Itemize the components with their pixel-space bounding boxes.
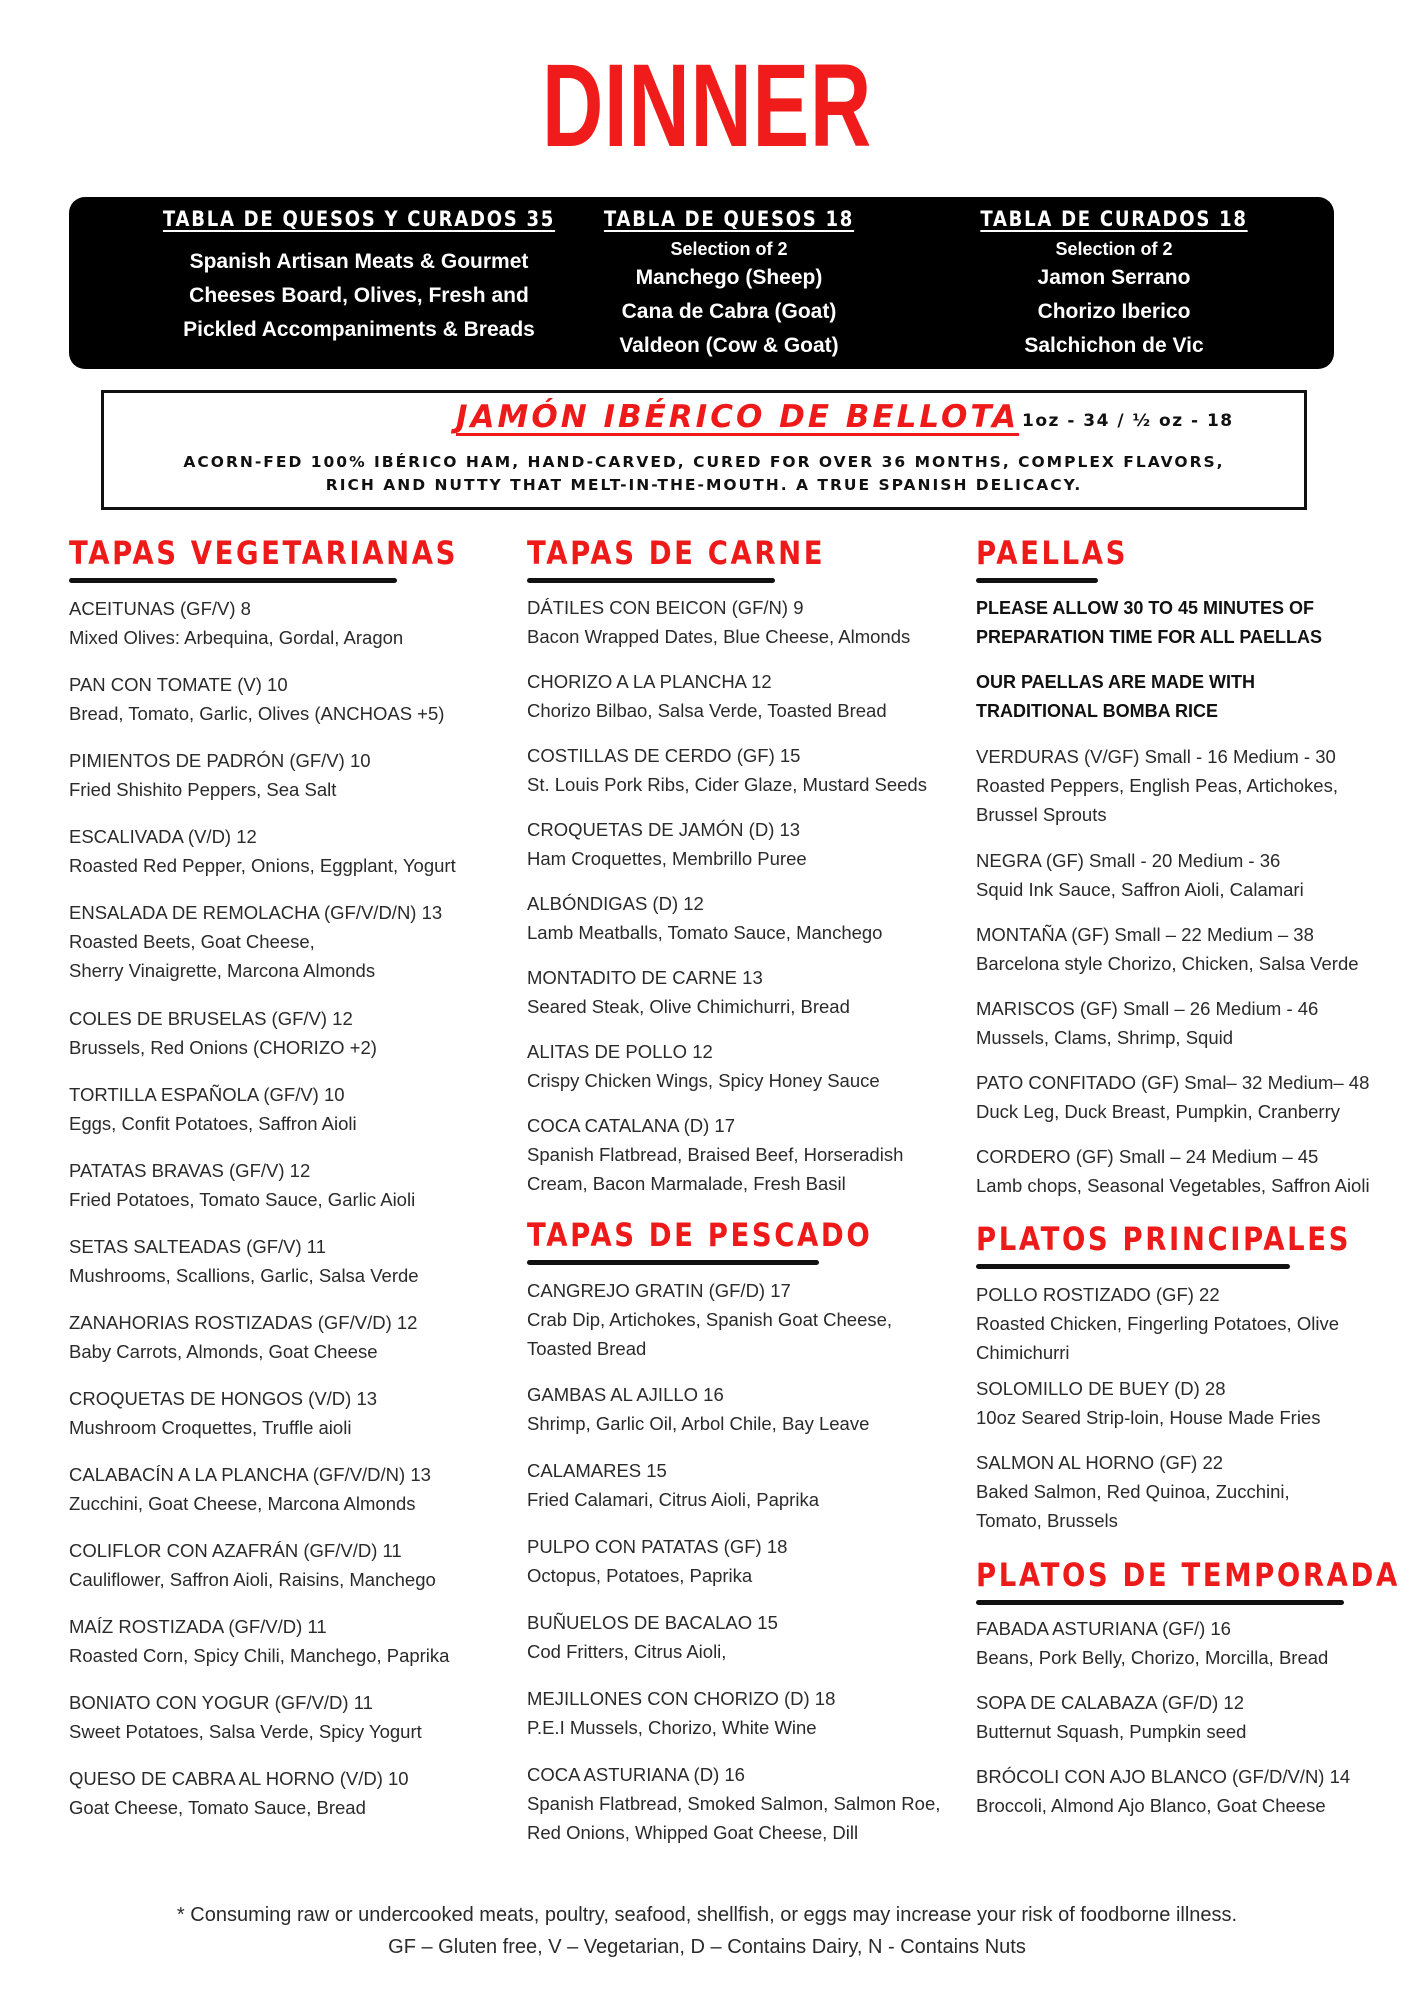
item-desc: Roasted Corn, Spicy Chili, Manchego, Paprika xyxy=(69,1645,450,1666)
item-name: DÁTILES CON BEICON (GF/N) 9 xyxy=(527,597,804,618)
jamon-description xyxy=(104,451,1304,497)
item-desc: Baby Carrots, Almonds, Goat Cheese xyxy=(69,1341,378,1362)
item-desc: Lamb Meatballs, Tomato Sauce, Manchego xyxy=(527,922,883,943)
heading-underline xyxy=(69,578,397,583)
menu-item xyxy=(69,1156,415,1214)
board-line: Pickled Accompaniments & Breads xyxy=(183,318,535,341)
paella-note xyxy=(976,594,1322,652)
jamon-price: 1oz - 34 / ½ oz - 18 xyxy=(1022,411,1234,431)
item-desc: Mixed Olives: Arbequina, Gordal, Aragon xyxy=(69,627,404,648)
menu-item xyxy=(976,1688,1246,1746)
board-subtitle: Selection of 2 xyxy=(1055,239,1173,259)
item-desc: Brussels, Red Onions (CHORIZO +2) xyxy=(69,1037,377,1058)
item-desc: Ham Croquettes, Membrillo Puree xyxy=(527,848,807,869)
menu-item xyxy=(976,1142,1370,1200)
item-desc: Chorizo Bilbao, Salsa Verde, Toasted Bread xyxy=(527,700,887,721)
item-name: COLIFLOR CON AZAFRÁN (GF/V/D) 11 xyxy=(69,1540,402,1561)
item-name: ZANAHORIAS ROSTIZADAS (GF/V/D) 12 xyxy=(69,1312,418,1333)
menu-item xyxy=(69,1688,422,1746)
board-line: Salchichon de Vic xyxy=(1024,334,1204,357)
dietary-legend: GF – Gluten free, V – Vegetarian, D – Contains Dairy, N - Contains Nuts xyxy=(388,1936,1026,1958)
item-desc: Shrimp, Garlic Oil, Arbol Chile, Bay Leave xyxy=(527,1413,870,1434)
item-desc: Barcelona style Chorizo, Chicken, Salsa Verde xyxy=(976,953,1359,974)
item-name: PAN CON TOMATE (V) 10 xyxy=(69,674,288,695)
item-desc: Butternut Squash, Pumpkin seed xyxy=(976,1721,1247,1742)
menu-item xyxy=(69,1004,377,1062)
item-desc: Roasted Beets, Goat Cheese, xyxy=(69,931,315,952)
item-name: SOLOMILLO DE BUEY (D) 28 xyxy=(976,1378,1226,1399)
item-name: PIMIENTOS DE PADRÓN (GF/V) 10 xyxy=(69,750,371,771)
menu-item xyxy=(527,963,850,1021)
menu-item xyxy=(976,1614,1328,1672)
item-name: CROQUETAS DE HONGOS (V/D) 13 xyxy=(69,1388,378,1409)
item-name: ESCALIVADA (V/D) 12 xyxy=(69,826,257,847)
note-line: OUR PAELLAS ARE MADE WITH xyxy=(976,672,1255,692)
item-name: SOPA DE CALABAZA (GF/D) 12 xyxy=(976,1692,1244,1713)
note-line: PLEASE ALLOW 30 TO 45 MINUTES OF xyxy=(976,598,1315,618)
item-desc: Spanish Flatbread, Smoked Salmon, Salmon Roe, xyxy=(527,1793,941,1814)
item-name: SALMON AL HORNO (GF) 22 xyxy=(976,1452,1224,1473)
menu-item xyxy=(69,1384,377,1442)
item-desc: Crispy Chicken Wings, Spicy Honey Sauce xyxy=(527,1070,880,1091)
item-desc: Toasted Bread xyxy=(527,1338,647,1359)
menu-item xyxy=(527,815,807,873)
heading-underline xyxy=(976,1600,1344,1605)
item-name: CROQUETAS DE JAMÓN (D) 13 xyxy=(527,819,801,840)
board-heading: TABLA DE CURADOS 18 xyxy=(980,207,1248,231)
item-name: CORDERO (GF) Small – 24 Medium – 45 xyxy=(976,1146,1319,1167)
item-desc: P.E.I Mussels, Chorizo, White Wine xyxy=(527,1717,817,1738)
heading-underline xyxy=(527,1260,819,1265)
board-line: Cana de Cabra (Goat) xyxy=(621,300,837,323)
board-line: Valdeon (Cow & Goat) xyxy=(619,334,839,357)
menu-item xyxy=(976,1280,1339,1367)
item-name: PATO CONFITADO (GF) Smal– 32 Medium– 48 xyxy=(976,1072,1370,1093)
menu-item xyxy=(527,1684,835,1742)
menu-item xyxy=(527,741,927,799)
item-name: NEGRA (GF) Small - 20 Medium - 36 xyxy=(976,850,1281,871)
item-desc: Cod Fritters, Citrus Aioli, xyxy=(527,1641,727,1662)
item-desc: Bread, Tomato, Garlic, Olives (ANCHOAS +5) xyxy=(69,703,445,724)
note-line: TRADITIONAL BOMBA RICE xyxy=(976,701,1218,721)
menu-item xyxy=(527,1608,778,1666)
item-desc: Fried Calamari, Citrus Aioli, Paprika xyxy=(527,1489,819,1510)
item-desc: Octopus, Potatoes, Paprika xyxy=(527,1565,753,1586)
item-desc: Zucchini, Goat Cheese, Marcona Almonds xyxy=(69,1493,416,1514)
menu-item xyxy=(69,1080,357,1138)
menu-item xyxy=(527,593,910,651)
item-desc: Squid Ink Sauce, Saffron Aioli, Calamari xyxy=(976,879,1304,900)
section-heading-tapas-vegetarianas: TAPAS VEGETARIANAS xyxy=(69,534,459,572)
section-heading-platos-principales: PLATOS PRINCIPALES xyxy=(976,1220,1352,1258)
item-desc: Sweet Potatoes, Salsa Verde, Spicy Yogurt xyxy=(69,1721,422,1742)
heading-underline xyxy=(976,1264,1290,1269)
item-name: BUÑUELOS DE BACALAO 15 xyxy=(527,1612,778,1633)
item-desc: Crab Dip, Artichokes, Spanish Goat Cheese, xyxy=(527,1309,893,1330)
menu-item xyxy=(527,889,882,947)
menu-item xyxy=(527,1532,787,1590)
section-heading-platos-de-temporada: PLATOS DE TEMPORADA xyxy=(976,1556,1400,1594)
item-desc: Cauliflower, Saffron Aioli, Raisins, Manchego xyxy=(69,1569,436,1590)
item-desc: Eggs, Confit Potatoes, Saffron Aioli xyxy=(69,1113,357,1134)
item-desc: Tomato, Brussels xyxy=(976,1510,1118,1531)
board-curados xyxy=(919,197,1309,363)
menu-item xyxy=(69,1764,409,1822)
heading-underline xyxy=(527,578,775,583)
item-name: PATATAS BRAVAS (GF/V) 12 xyxy=(69,1160,311,1181)
jamon-iberico-box xyxy=(101,390,1307,510)
food-safety-warning: * Consuming raw or undercooked meats, poultry, seafood, shellfish, or eggs may increase your risk of foodborne illness. xyxy=(176,1904,1238,1926)
item-desc: Red Onions, Whipped Goat Cheese, Dill xyxy=(527,1822,859,1843)
menu-item xyxy=(69,822,456,880)
note-line: PREPARATION TIME FOR ALL PAELLAS xyxy=(976,627,1322,647)
item-name: CHORIZO A LA PLANCHA 12 xyxy=(527,671,772,692)
item-name: VERDURAS (V/GF) Small - 16 Medium - 30 xyxy=(976,746,1336,767)
menu-item xyxy=(527,667,887,725)
item-name: COCA ASTURIANA (D) 16 xyxy=(527,1764,745,1785)
item-name: CANGREJO GRATIN (GF/D) 17 xyxy=(527,1280,791,1301)
board-quesos xyxy=(539,197,919,363)
menu-item xyxy=(976,1374,1320,1432)
board-line: Spanish Artisan Meats & Gourmet xyxy=(189,250,529,273)
board-heading: TABLA DE QUESOS 18 xyxy=(603,207,855,231)
board-subtitle: Selection of 2 xyxy=(670,239,788,259)
menu-item xyxy=(69,746,371,804)
item-desc: Chimichurri xyxy=(976,1342,1070,1363)
menu-item xyxy=(69,670,444,728)
jamon-desc-line: RICH AND NUTTY THAT MELT-IN-THE-MOUTH. A TRUE SPANISH DELICACY. xyxy=(325,476,1083,494)
item-name: MONTADITO DE CARNE 13 xyxy=(527,967,763,988)
menu-item xyxy=(527,1037,880,1095)
item-name: ALBÓNDIGAS (D) 12 xyxy=(527,893,704,914)
paella-note xyxy=(976,668,1255,726)
menu-title: DINNER xyxy=(541,40,873,172)
item-desc: Cream, Bacon Marmalade, Fresh Basil xyxy=(527,1173,846,1194)
board-line: Jamon Serrano xyxy=(1037,266,1191,289)
item-name: CALAMARES 15 xyxy=(527,1460,667,1481)
item-name: MAÍZ ROSTIZADA (GF/V/D) 11 xyxy=(69,1616,327,1637)
item-desc: Roasted Red Pepper, Onions, Eggplant, Yogurt xyxy=(69,855,456,876)
menu-item xyxy=(69,1232,419,1290)
item-desc: Goat Cheese, Tomato Sauce, Bread xyxy=(69,1797,366,1818)
item-desc: Mushroom Croquettes, Truffle aioli xyxy=(69,1417,352,1438)
item-desc: 10oz Seared Strip-loin, House Made Fries xyxy=(976,1407,1321,1428)
item-desc: Broccoli, Almond Ajo Blanco, Goat Cheese xyxy=(976,1795,1326,1816)
item-name: ACEITUNAS (GF/V) 8 xyxy=(69,598,251,619)
item-desc: Seared Steak, Olive Chimichurri, Bread xyxy=(527,996,850,1017)
item-name: MONTAÑA (GF) Small – 22 Medium – 38 xyxy=(976,924,1314,945)
item-name: PULPO CON PATATAS (GF) 18 xyxy=(527,1536,788,1557)
item-desc: Spanish Flatbread, Braised Beef, Horseradish xyxy=(527,1144,904,1165)
item-desc: Mushrooms, Scallions, Garlic, Salsa Verde xyxy=(69,1265,419,1286)
item-desc: Fried Shishito Peppers, Sea Salt xyxy=(69,779,337,800)
charcuterie-board-banner xyxy=(69,197,1334,369)
item-name: MEJILLONES CON CHORIZO (D) 18 xyxy=(527,1688,836,1709)
board-line: Manchego (Sheep) xyxy=(635,266,823,289)
item-name: ALITAS DE POLLO 12 xyxy=(527,1041,713,1062)
menu-item xyxy=(976,994,1318,1052)
board-heading: TABLA DE QUESOS Y CURADOS 35 xyxy=(162,207,556,231)
menu-item xyxy=(69,1612,449,1670)
board-line: Cheeses Board, Olives, Fresh and xyxy=(189,284,529,307)
menu-item xyxy=(69,594,403,652)
item-desc: Roasted Peppers, English Peas, Artichokes, xyxy=(976,775,1338,796)
menu-item xyxy=(976,1068,1369,1126)
item-name: BONIATO CON YOGUR (GF/V/D) 11 xyxy=(69,1692,373,1713)
menu-item xyxy=(69,1460,431,1518)
item-name: ENSALADA DE REMOLACHA (GF/V/D/N) 13 xyxy=(69,902,443,923)
item-desc: Fried Potatoes, Tomato Sauce, Garlic Aioli xyxy=(69,1189,416,1210)
item-desc: Duck Leg, Duck Breast, Pumpkin, Cranberry xyxy=(976,1101,1340,1122)
item-desc: St. Louis Pork Ribs, Cider Glaze, Mustard Seeds xyxy=(527,774,927,795)
menu-item xyxy=(976,1448,1290,1535)
item-desc: Sherry Vinaigrette, Marcona Almonds xyxy=(69,960,376,981)
item-desc: Brussel Sprouts xyxy=(976,804,1107,825)
section-heading-tapas-de-carne: TAPAS DE CARNE xyxy=(527,534,826,572)
menu-item xyxy=(976,920,1359,978)
menu-item xyxy=(976,846,1304,904)
heading-underline xyxy=(976,578,1098,583)
item-name: CALABACÍN A LA PLANCHA (GF/V/D/N) 13 xyxy=(69,1464,431,1485)
board-line: Chorizo Iberico xyxy=(1037,300,1191,323)
item-name: BRÓCOLI CON AJO BLANCO (GF/D/V/N) 14 xyxy=(976,1766,1351,1787)
item-desc: Baked Salmon, Red Quinoa, Zucchini, xyxy=(976,1481,1290,1502)
item-name: FABADA ASTURIANA (GF/) 16 xyxy=(976,1618,1231,1639)
menu-item xyxy=(69,898,442,985)
menu-item xyxy=(976,742,1338,829)
item-name: TORTILLA ESPAÑOLA (GF/V) 10 xyxy=(69,1084,345,1105)
item-name: POLLO ROSTIZADO (GF) 22 xyxy=(976,1284,1220,1305)
item-name: COLES DE BRUSELAS (GF/V) 12 xyxy=(69,1008,353,1029)
menu-item xyxy=(527,1456,819,1514)
menu-item xyxy=(527,1276,892,1363)
menu-item xyxy=(527,1380,869,1438)
item-name: GAMBAS AL AJILLO 16 xyxy=(527,1384,724,1405)
item-desc: Mussels, Clams, Shrimp, Squid xyxy=(976,1027,1234,1048)
section-heading-tapas-de-pescado: TAPAS DE PESCADO xyxy=(527,1216,873,1254)
item-name: QUESO DE CABRA AL HORNO (V/D) 10 xyxy=(69,1768,409,1789)
item-name: COCA CATALANA (D) 17 xyxy=(527,1115,736,1136)
item-desc: Lamb chops, Seasonal Vegetables, Saffron Aioli xyxy=(976,1175,1370,1196)
item-desc: Bacon Wrapped Dates, Blue Cheese, Almonds xyxy=(527,626,911,647)
menu-item xyxy=(527,1760,940,1847)
item-desc: Beans, Pork Belly, Chorizo, Morcilla, Bread xyxy=(976,1647,1329,1668)
jamon-title: JAMÓN IBÉRICO DE BELLOTA xyxy=(456,399,1020,435)
item-name: SETAS SALTEADAS (GF/V) 11 xyxy=(69,1236,327,1257)
menu-item xyxy=(527,1111,903,1198)
menu-item xyxy=(976,1762,1350,1820)
item-desc: Roasted Chicken, Fingerling Potatoes, Olive xyxy=(976,1313,1339,1334)
menu-item xyxy=(69,1536,436,1594)
menu-item xyxy=(69,1308,417,1366)
section-heading-paellas: PAELLAS xyxy=(976,534,1128,572)
item-name: COSTILLAS DE CERDO (GF) 15 xyxy=(527,745,801,766)
jamon-desc-line: ACORN-FED 100% IBÉRICO HAM, HAND-CARVED, CURED FOR OVER 36 MONTHS, COMPLEX FLAVORS, xyxy=(183,453,1225,471)
item-name: MARISCOS (GF) Small – 26 Medium - 46 xyxy=(976,998,1319,1019)
